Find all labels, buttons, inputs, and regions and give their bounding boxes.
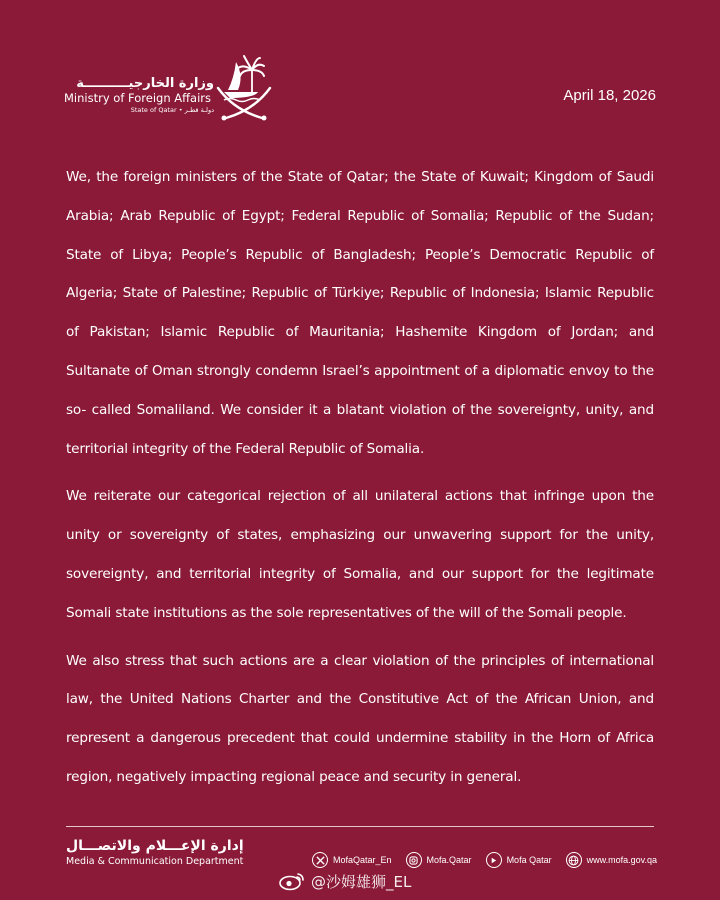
statement-paragraph: We also stress that such actions are a clear violation of the principles of international law, the United Nations Charter and the Constitutive Act of the African Union, and represent a dangerous precedent that could undermine stability in the Horn of Africa region, negatively impacting regional peace and security in general. — [66, 652, 654, 785]
instagram-icon — [406, 852, 422, 868]
statement-paragraph: We reiterate our categorical rejection of all unilateral actions that infringe upon the unity or sovereignty of states, emphasizing our unwavering support for the unity, sovereignty, and territorial integrity of Somalia, and our support for the legitimate Somali state institutions as the sole representatives of the will of the Somali people. — [66, 488, 654, 621]
social-links — [312, 850, 657, 870]
ministry-name-arabic: وزارة الخارجيــــــــــة — [76, 76, 214, 91]
letterhead — [64, 48, 656, 128]
globe-icon — [566, 852, 582, 868]
youtube-icon — [486, 852, 502, 868]
social-handle: Mofa Qatar — [506, 855, 552, 865]
department-name-arabic: إدارة الإعـــلام والاتصـــال — [66, 838, 244, 854]
social-handle: Mofa.Qatar — [426, 855, 472, 865]
footer-divider — [66, 826, 654, 827]
statement-date: April 18, 2026 — [563, 87, 656, 104]
weibo-watermark — [278, 870, 411, 892]
x-icon — [312, 852, 328, 868]
website-url: www.mofa.gov.qa — [586, 855, 657, 865]
watermark-text: @沙姆雄狮_EL — [311, 872, 412, 891]
social-link-instagram[interactable] — [406, 852, 472, 868]
department-name-english: Media & Communication Department — [66, 856, 244, 867]
ministry-state-label: State of Qatar • دولـة قطـر — [130, 106, 214, 114]
social-link-website[interactable] — [566, 852, 657, 868]
social-link-x[interactable] — [312, 852, 392, 868]
social-link-youtube[interactable] — [486, 852, 552, 868]
ministry-name-english: Ministry of Foreign Affairs — [64, 91, 212, 105]
statement-paragraph: We, the foreign ministers of the State of Qatar; the State of Kuwait; Kingdom of Saudi Arabia; Arab Republic of Egypt; Federal Republic of Somalia; Republic of the Sudan; State of Libya; People’s Republic of Bangladesh; People’s Democratic Republic of Algeria; State of Palestine; Republic of Türkiye; Republic of Indonesia; Islamic Republic of Pakistan; Islamic Republic of Mauritania; Hashemite Kingdom of Jordan; and Sultanate of Oman strongly condemn Israel’s appointment of a diplomatic envoy to the so- called Somaliland. We consider it a blatant violation of the sovereignty, unity, and territorial integrity of the Federal Republic of Somalia. — [66, 169, 654, 457]
department-label — [66, 836, 246, 868]
ministry-logo-text — [64, 76, 214, 115]
statement-body — [66, 158, 654, 806]
social-handle: MofaQatar_En — [333, 855, 392, 865]
weibo-icon — [278, 871, 306, 891]
qatar-emblem-icon — [214, 52, 274, 122]
